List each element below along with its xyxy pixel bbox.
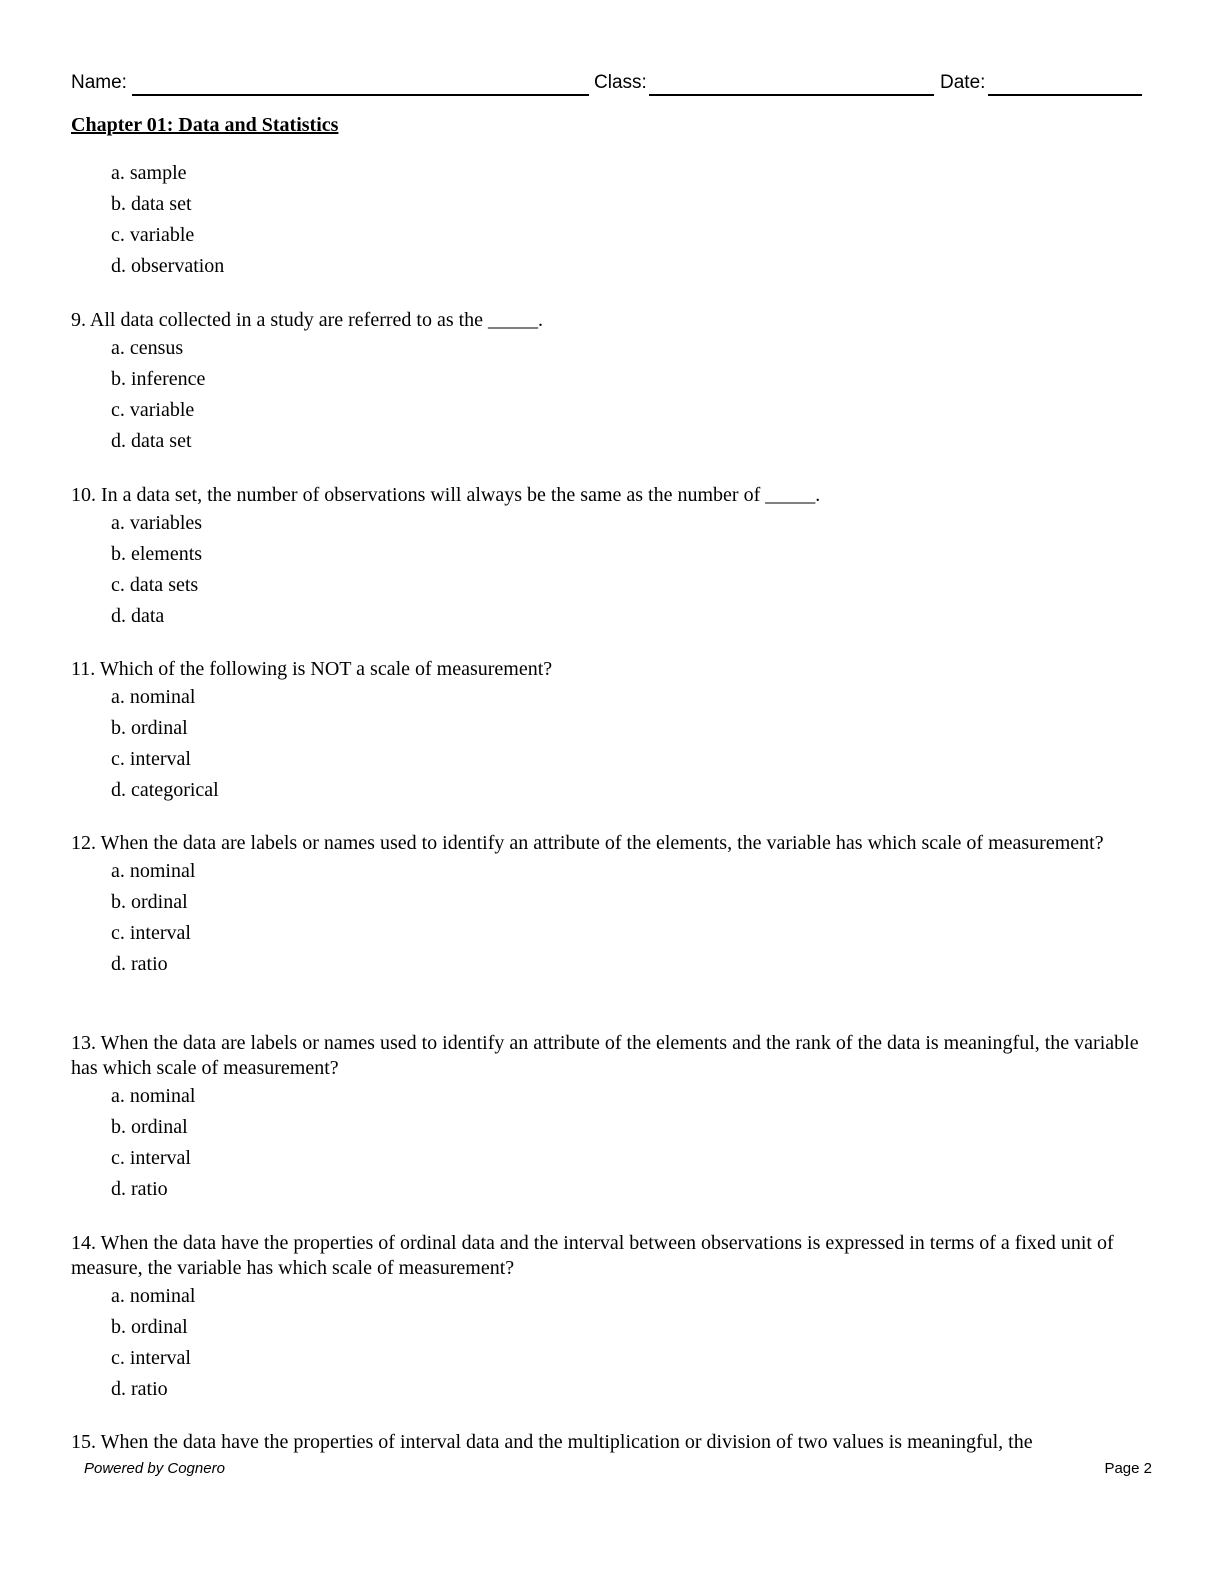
name-blank-line	[132, 94, 589, 96]
answer-option: a. nominal	[111, 1285, 196, 1307]
continued-question-options	[71, 158, 1146, 282]
chapter-title: Chapter 01: Data and Statistics	[71, 114, 339, 136]
class-label: Class:	[594, 72, 647, 93]
answer-option: b. ordinal	[111, 1316, 188, 1338]
answer-option: d. data set	[111, 430, 192, 452]
page-number: Page 2	[1104, 1460, 1152, 1477]
question-stem: 10. In a data set, the number of observations will always be the same as the number of _____.	[71, 484, 821, 506]
date-field[interactable]	[940, 72, 1142, 96]
answer-option: c. variable	[111, 224, 195, 246]
answer-option: b. ordinal	[111, 891, 188, 913]
question-9	[71, 308, 1146, 457]
answer-option: d. data	[111, 605, 165, 627]
answer-option: a. nominal	[111, 860, 196, 882]
answer-option: d. ratio	[111, 1178, 168, 1200]
class-field[interactable]	[594, 72, 934, 96]
question-stem: 15. When the data have the properties of interval data and the multiplication or division of two values is meaningful, the	[71, 1431, 1033, 1453]
answer-option: a. variables	[111, 512, 203, 534]
answer-option: a. sample	[111, 162, 187, 184]
powered-by-footer: Powered by Cognero	[84, 1460, 225, 1477]
name-field[interactable]	[71, 72, 589, 96]
question-12	[71, 831, 1146, 980]
class-blank-line	[649, 94, 934, 96]
answer-option: d. ratio	[111, 953, 168, 975]
answer-option: b. ordinal	[111, 717, 188, 739]
answer-option: a. census	[111, 337, 184, 359]
answer-option: d. ratio	[111, 1378, 168, 1400]
question-14	[71, 1231, 1146, 1405]
answer-option: c. interval	[111, 1147, 191, 1169]
question-15	[71, 1430, 1146, 1455]
name-label: Name:	[71, 72, 127, 93]
worksheet-header	[71, 72, 1142, 96]
answer-option: a. nominal	[111, 686, 196, 708]
answer-option: b. elements	[111, 543, 203, 565]
date-blank-line	[988, 94, 1142, 96]
question-11	[71, 657, 1146, 806]
date-label: Date:	[940, 72, 986, 93]
question-13	[71, 1031, 1146, 1205]
question-10	[71, 483, 1146, 632]
answer-option: d. categorical	[111, 779, 219, 801]
question-stem: 12. When the data are labels or names used to identify an attribute of the elements, the variable has which scale of measurement?	[71, 832, 1104, 854]
question-stem: 14. When the data have the properties of ordinal data and the interval between observations is expressed in terms of a fixed unit of measure, the variable has which scale of measurement?	[71, 1232, 1114, 1279]
question-stem: 13. When the data are labels or names used to identify an attribute of the elements and the rank of the data is meaningful, the variable has which scale of measurement?	[71, 1032, 1139, 1079]
answer-option: b. inference	[111, 368, 206, 390]
answer-option: c. variable	[111, 399, 195, 421]
answer-option: b. data set	[111, 193, 192, 215]
answer-option: b. ordinal	[111, 1116, 188, 1138]
answer-option: d. observation	[111, 255, 225, 277]
answer-option: c. data sets	[111, 574, 199, 596]
question-stem: 11. Which of the following is NOT a scale of measurement?	[71, 658, 553, 680]
question-stem: 9. All data collected in a study are referred to as the _____.	[71, 309, 544, 331]
answer-option: c. interval	[111, 748, 191, 770]
answer-option: c. interval	[111, 922, 191, 944]
answer-option: c. interval	[111, 1347, 191, 1369]
answer-option: a. nominal	[111, 1085, 196, 1107]
